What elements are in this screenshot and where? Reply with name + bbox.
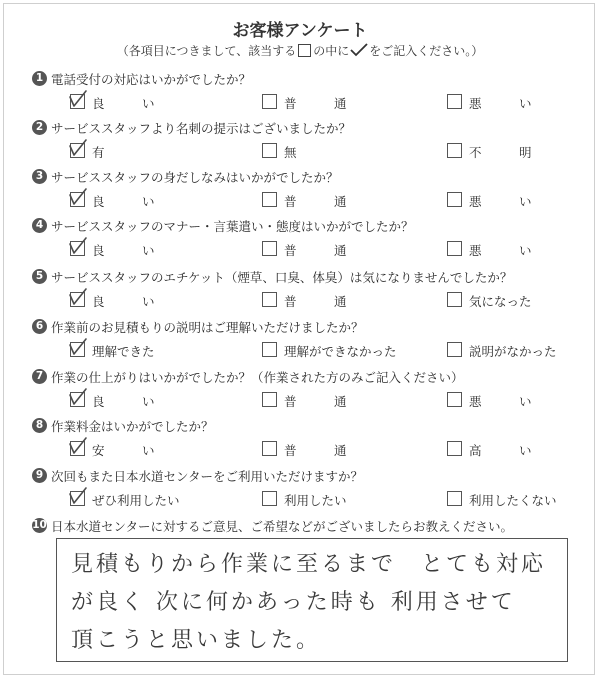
checkmark-icon	[67, 187, 89, 207]
answer-option-label: 普 通	[284, 443, 347, 458]
answer-option-label: 高 い	[469, 443, 532, 458]
answer-option-label: 良 い	[92, 96, 155, 111]
checkbox[interactable]	[262, 143, 277, 158]
answer-option-label: 理解できた	[92, 344, 155, 359]
checkmark-icon	[67, 387, 89, 407]
question-number-badge: 6	[32, 319, 47, 334]
answer-option-label: 普 通	[284, 243, 347, 258]
answer-option-label: 普 通	[284, 194, 347, 209]
question-6	[32, 318, 592, 366]
answer-option-label: 良 い	[92, 294, 155, 309]
checkbox[interactable]	[447, 392, 462, 407]
checkbox[interactable]	[262, 441, 277, 456]
checkbox[interactable]	[447, 342, 462, 357]
question-number-badge: 8	[32, 418, 47, 433]
answer-option-label: 不 明	[469, 145, 532, 160]
question-2	[32, 119, 592, 167]
checkbox[interactable]	[447, 491, 462, 506]
question-number-badge: 10	[32, 519, 47, 531]
question-text: 次回もまた日本水道センターをご利用いただけますか？	[51, 469, 364, 484]
answer-option-label: 無	[284, 145, 297, 160]
question-number-badge: 9	[32, 468, 47, 483]
question-text: サービススタッフのエチケット（煙草、口臭、体臭）は気になりませんでしたか？	[51, 270, 513, 285]
survey-title: お客様アンケート	[232, 21, 368, 41]
checkmark-icon	[67, 436, 89, 456]
question-text: サービススタッフのマナー・言葉遣い・態度はいかがでしたか？	[51, 219, 414, 234]
question-text: 作業前のお見積もりの説明はご理解いただけましたか？	[51, 320, 364, 335]
question-text: 日本水道センターに対するご意見、ご希望などがございましたらお教えください。	[51, 519, 514, 534]
survey-instructions	[0, 42, 600, 59]
checkmark-icon	[67, 486, 89, 506]
question-7	[32, 368, 592, 416]
handwritten-comment-line-1: 見積もりから作業に至るまで とても対応	[71, 552, 547, 577]
comment-answer-box[interactable]	[56, 538, 568, 662]
question-3	[32, 168, 592, 216]
checkmark-icon	[67, 337, 89, 357]
question-number-badge: 5	[32, 269, 47, 284]
answer-option-label: 普 通	[284, 294, 347, 309]
checkmark-icon	[67, 236, 89, 256]
checkbox[interactable]	[262, 491, 277, 506]
checkbox[interactable]	[262, 342, 277, 357]
question-number-badge: 3	[32, 169, 47, 184]
answer-option-label: 悪 い	[469, 394, 532, 409]
answer-option-label: 有	[92, 145, 105, 160]
question-5	[32, 268, 592, 316]
checkmark-icon	[67, 138, 89, 158]
question-number-badge: 2	[32, 120, 47, 135]
answer-option-label: 利用したくない	[469, 493, 557, 508]
question-text: サービススタッフの身だしなみはいかがでしたか？	[51, 170, 339, 185]
answer-option-label: 普 通	[284, 394, 347, 409]
instructions-text-middle: の中に	[313, 44, 350, 58]
answer-option-label: 理解ができなかった	[284, 344, 397, 359]
checkbox[interactable]	[447, 94, 462, 109]
checkbox[interactable]	[447, 143, 462, 158]
answer-option-label: 利用したい	[284, 493, 347, 508]
checkmark-icon	[67, 287, 89, 307]
instructions-text-before: （各項目につきまして、該当する	[116, 44, 297, 58]
answer-option-label: 安 い	[92, 443, 155, 458]
checkbox[interactable]	[262, 94, 277, 109]
answer-option-label: 悪 い	[469, 243, 532, 258]
answer-option-label: 良 い	[92, 394, 155, 409]
answer-option-label: 説明がなかった	[469, 344, 557, 359]
checkbox[interactable]	[447, 292, 462, 307]
checkbox[interactable]	[262, 241, 277, 256]
checkbox[interactable]	[262, 292, 277, 307]
checkmark-sample-icon	[349, 43, 369, 57]
checkbox[interactable]	[447, 441, 462, 456]
question-text: サービススタッフより名刺の提示はございましたか？	[51, 121, 352, 136]
checkbox[interactable]	[447, 241, 462, 256]
checkbox[interactable]	[262, 392, 277, 407]
handwritten-comment-line-2: が良く 次に何かあった時も 利用させて	[71, 590, 516, 615]
question-1	[32, 70, 592, 118]
checkbox[interactable]	[262, 192, 277, 207]
checkbox[interactable]	[447, 192, 462, 207]
question-number-badge: 4	[32, 218, 47, 233]
question-8	[32, 417, 592, 465]
question-text: 作業の仕上がりはいかがでしたか？（作業された方のみご記入ください）	[51, 370, 464, 385]
question-number-badge: 7	[32, 369, 47, 384]
answer-option-label: 気になった	[469, 294, 532, 309]
question-number-badge: 1	[32, 71, 47, 86]
answer-option-label: 悪 い	[469, 96, 532, 111]
checkbox-sample-icon	[298, 44, 311, 57]
checkmark-icon	[67, 89, 89, 109]
answer-option-label: ぜひ利用したい	[92, 493, 180, 508]
handwritten-comment-line-3: 頂こうと思いました。	[71, 628, 322, 653]
question-text: 作業料金はいかがでしたか？	[51, 419, 214, 434]
answer-option-label: 良 い	[92, 243, 155, 258]
question-9	[32, 467, 592, 515]
question-4	[32, 217, 592, 265]
answer-option-label: 悪 い	[469, 194, 532, 209]
question-text: 電話受付の対応はいかがでしたか？	[51, 72, 252, 87]
answer-option-label: 良 い	[92, 194, 155, 209]
answer-option-label: 普 通	[284, 96, 347, 111]
instructions-text-after: をご記入ください。）	[369, 44, 484, 58]
